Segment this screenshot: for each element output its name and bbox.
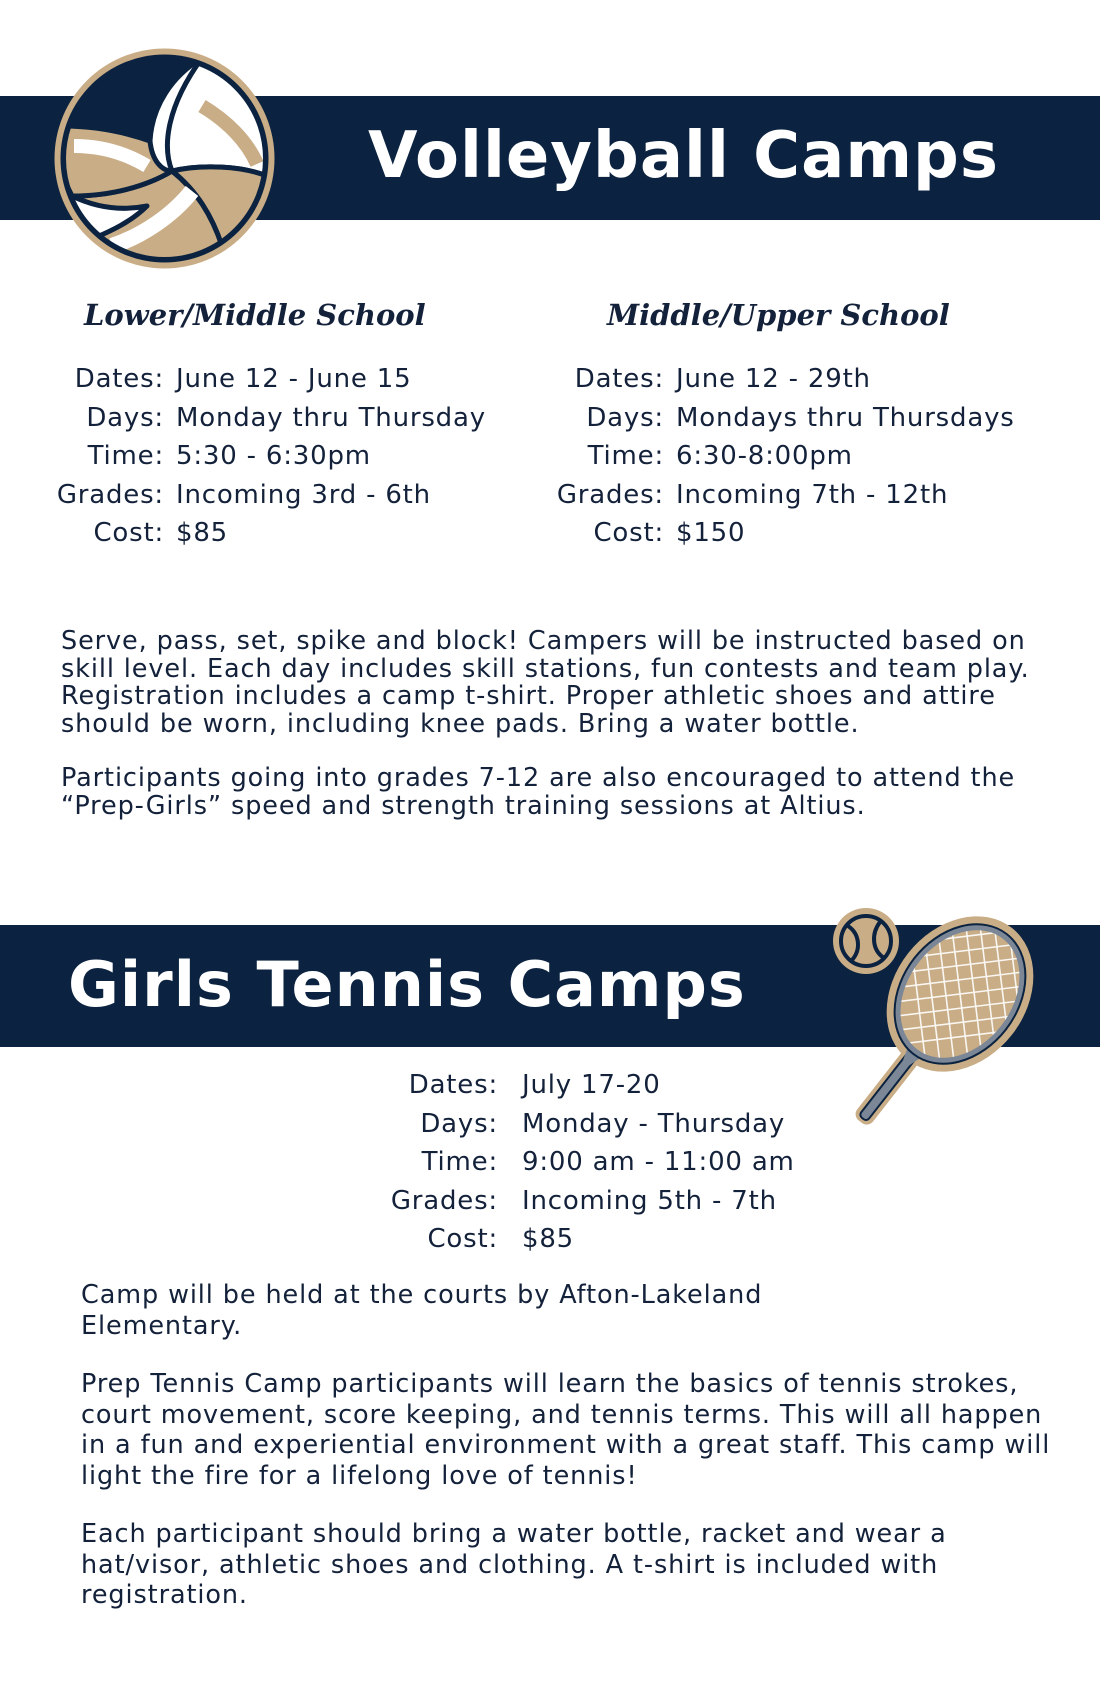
info-row (38, 437, 486, 476)
info-row (540, 476, 1015, 515)
info-row (540, 399, 1015, 438)
info-row (38, 514, 486, 553)
tennis-title: Girls Tennis Camps (68, 948, 746, 1021)
info-label: Dates: (74, 364, 164, 394)
info-label: Days: (86, 402, 164, 433)
info-row (38, 476, 486, 515)
info-label: Dates: (408, 1070, 498, 1100)
info-row (370, 1143, 795, 1182)
volleyball-icon (52, 46, 277, 271)
tennis-paragraph: Camp will be held at the courts by Afton-Lakeland Elementary. (81, 1280, 763, 1341)
info-label: Grades: (556, 479, 664, 510)
tennis-paragraph: Each participant should bring a water bottle, racket and wear a hat/visor, athletic shoes and clothing. A t-shirt is included with registration. (81, 1519, 947, 1610)
info-value: Incoming 3rd - 6th (176, 479, 431, 510)
info-value: $85 (176, 518, 229, 548)
info-label: Grades: (390, 1185, 498, 1216)
info-row (540, 360, 1015, 399)
volleyball-paragraph: Serve, pass, set, spike and block! Campers will be instructed based on skill level. Each day includes skill stations, fun contests and team play. Registration includes a camp t-shirt. Proper athletic shoes and attire should be worn, including knee pads. Bring a water bottle. (61, 626, 1030, 739)
info-row (540, 514, 1015, 553)
info-row (38, 360, 486, 399)
info-row (370, 1105, 795, 1144)
info-label: Time: (87, 441, 164, 471)
info-value: 6:30-8:00pm (676, 441, 853, 471)
info-label: Cost: (593, 518, 664, 548)
tennis-racket-icon (828, 902, 1048, 1117)
info-value: $150 (676, 518, 746, 548)
info-value: Incoming 5th - 7th (522, 1185, 777, 1216)
info-value: 5:30 - 6:30pm (176, 441, 371, 471)
info-value: June 12 - June 15 (176, 364, 412, 394)
info-row (370, 1220, 795, 1259)
lower-middle-heading: Lower/Middle School (84, 298, 426, 332)
lower-middle-info (38, 360, 486, 553)
info-label: Dates: (574, 364, 664, 394)
info-row (370, 1182, 795, 1221)
info-value: Monday thru Thursday (176, 402, 486, 433)
info-value: July 17-20 (522, 1070, 661, 1100)
info-label: Time: (587, 441, 664, 471)
volleyball-title: Volleyball Camps (368, 119, 999, 193)
info-value: Mondays thru Thursdays (676, 402, 1015, 433)
info-label: Grades: (56, 479, 164, 510)
info-value: 9:00 am - 11:00 am (522, 1147, 795, 1177)
info-label: Cost: (427, 1224, 498, 1254)
volleyball-paragraph: Participants going into grades 7-12 are also encouraged to attend the “Prep-Girls” speed and strength training sessions at Altius. (61, 763, 1016, 821)
info-value: $85 (522, 1224, 575, 1254)
volleyball-description (61, 628, 1061, 820)
info-value: Monday - Thursday (522, 1108, 786, 1139)
tennis-info (370, 1066, 795, 1259)
info-row (540, 437, 1015, 476)
tennis-description (81, 1280, 1061, 1611)
info-value: Incoming 7th - 12th (676, 479, 949, 510)
info-label: Days: (586, 402, 664, 433)
info-label: Cost: (93, 518, 164, 548)
middle-upper-info (540, 360, 1015, 553)
info-value: June 12 - 29th (676, 364, 871, 394)
tennis-paragraph: Prep Tennis Camp participants will learn the basics of tennis strokes, court movement, score keeping, and tennis terms. This will all happen in a fun and experiential environment with a great staff. This camp will light the fire for a lifelong love of tennis! (81, 1369, 1051, 1491)
middle-upper-heading: Middle/Upper School (607, 298, 950, 332)
info-row (370, 1066, 795, 1105)
info-row (38, 399, 486, 438)
info-label: Time: (421, 1147, 498, 1177)
info-label: Days: (420, 1108, 498, 1139)
